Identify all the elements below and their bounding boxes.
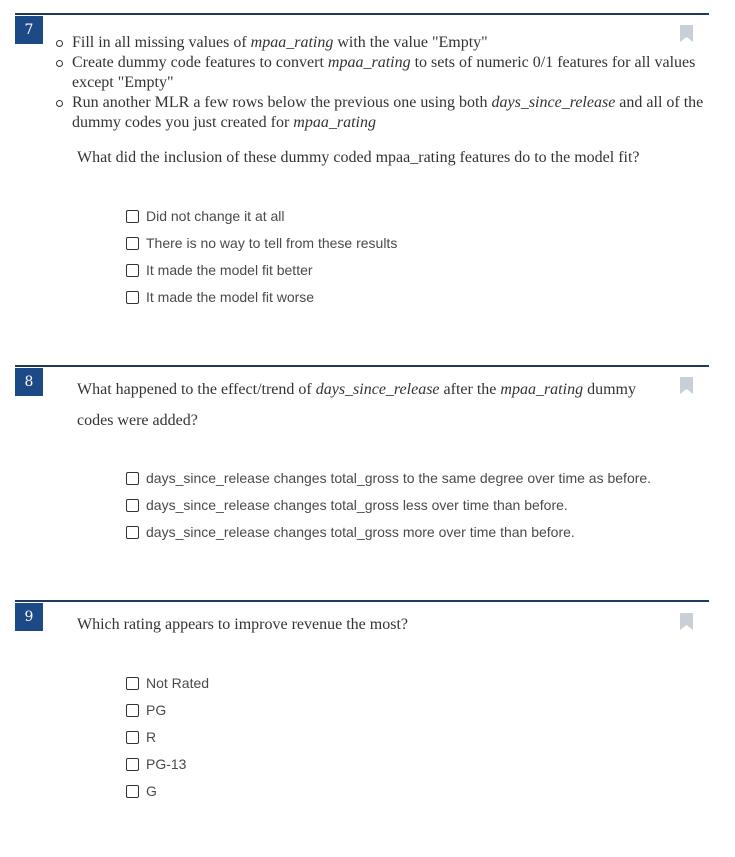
option-label: R xyxy=(146,729,157,745)
option-g[interactable] xyxy=(126,782,157,800)
option-label: days_since_release changes total_gross more over time than before. xyxy=(146,524,575,540)
question-7-instructions xyxy=(45,33,704,133)
question-9-divider xyxy=(15,600,709,602)
option-pg-13[interactable] xyxy=(126,755,186,773)
instruction-item: Create dummy code features to convert mpaa_rating to sets of numeric 0/1 features for all values except "Empty" xyxy=(72,53,704,93)
question-number-badge: 8 xyxy=(15,368,43,396)
checkbox[interactable] xyxy=(126,499,139,512)
option-not-rated[interactable] xyxy=(126,674,209,692)
option-label: G xyxy=(146,783,157,799)
question-9-prompt: Which rating appears to improve revenue the most? xyxy=(77,616,408,633)
instruction-item: Fill in all missing values of mpaa_rating with the value "Empty" xyxy=(72,33,704,53)
option-more-over-time[interactable] xyxy=(126,523,575,541)
question-8-divider xyxy=(15,365,709,367)
checkbox[interactable] xyxy=(126,210,139,223)
option-label: It made the model fit worse xyxy=(146,289,315,305)
option-label: There is no way to tell from these results xyxy=(146,235,398,251)
bookmark-icon[interactable] xyxy=(680,613,693,630)
question-7-divider xyxy=(15,13,709,15)
checkbox[interactable] xyxy=(126,264,139,277)
checkbox[interactable] xyxy=(126,677,139,690)
checkbox[interactable] xyxy=(126,291,139,304)
option-did-not-change[interactable] xyxy=(126,207,285,225)
option-no-way-to-tell[interactable] xyxy=(126,234,397,252)
checkbox[interactable] xyxy=(126,237,139,250)
option-label: days_since_release changes total_gross less over time than before. xyxy=(146,497,568,513)
checkbox[interactable] xyxy=(126,731,139,744)
checkbox[interactable] xyxy=(126,758,139,771)
option-label: PG-13 xyxy=(146,756,187,772)
option-label: Did not change it at all xyxy=(146,208,285,224)
checkbox[interactable] xyxy=(126,472,139,485)
question-number-badge: 9 xyxy=(15,603,43,631)
checkbox[interactable] xyxy=(126,704,139,717)
question-number-badge: 7 xyxy=(15,16,43,44)
question-8-prompt: What happened to the effect/trend of days_since_release after the mpaa_rating dummy codes were added? xyxy=(77,381,636,429)
option-fit-better[interactable] xyxy=(126,261,313,279)
option-fit-worse[interactable] xyxy=(126,288,314,306)
checkbox[interactable] xyxy=(126,785,139,798)
bookmark-icon[interactable] xyxy=(680,377,693,394)
option-label: Not Rated xyxy=(146,675,210,691)
option-same-degree[interactable] xyxy=(126,469,651,487)
checkbox[interactable] xyxy=(126,526,139,539)
question-7-prompt: What did the inclusion of these dummy coded mpaa_rating features do to the model fit? xyxy=(77,149,640,166)
option-label: days_since_release changes total_gross to the same degree over time as before. xyxy=(146,470,652,486)
option-less-over-time[interactable] xyxy=(126,496,568,514)
option-r[interactable] xyxy=(126,728,156,746)
option-pg[interactable] xyxy=(126,701,166,719)
option-label: It made the model fit better xyxy=(146,262,313,278)
option-label: PG xyxy=(146,702,167,718)
instruction-item: Run another MLR a few rows below the previous one using both days_since_release and all of the dummy codes you just created for mpaa_rating xyxy=(72,94,704,131)
